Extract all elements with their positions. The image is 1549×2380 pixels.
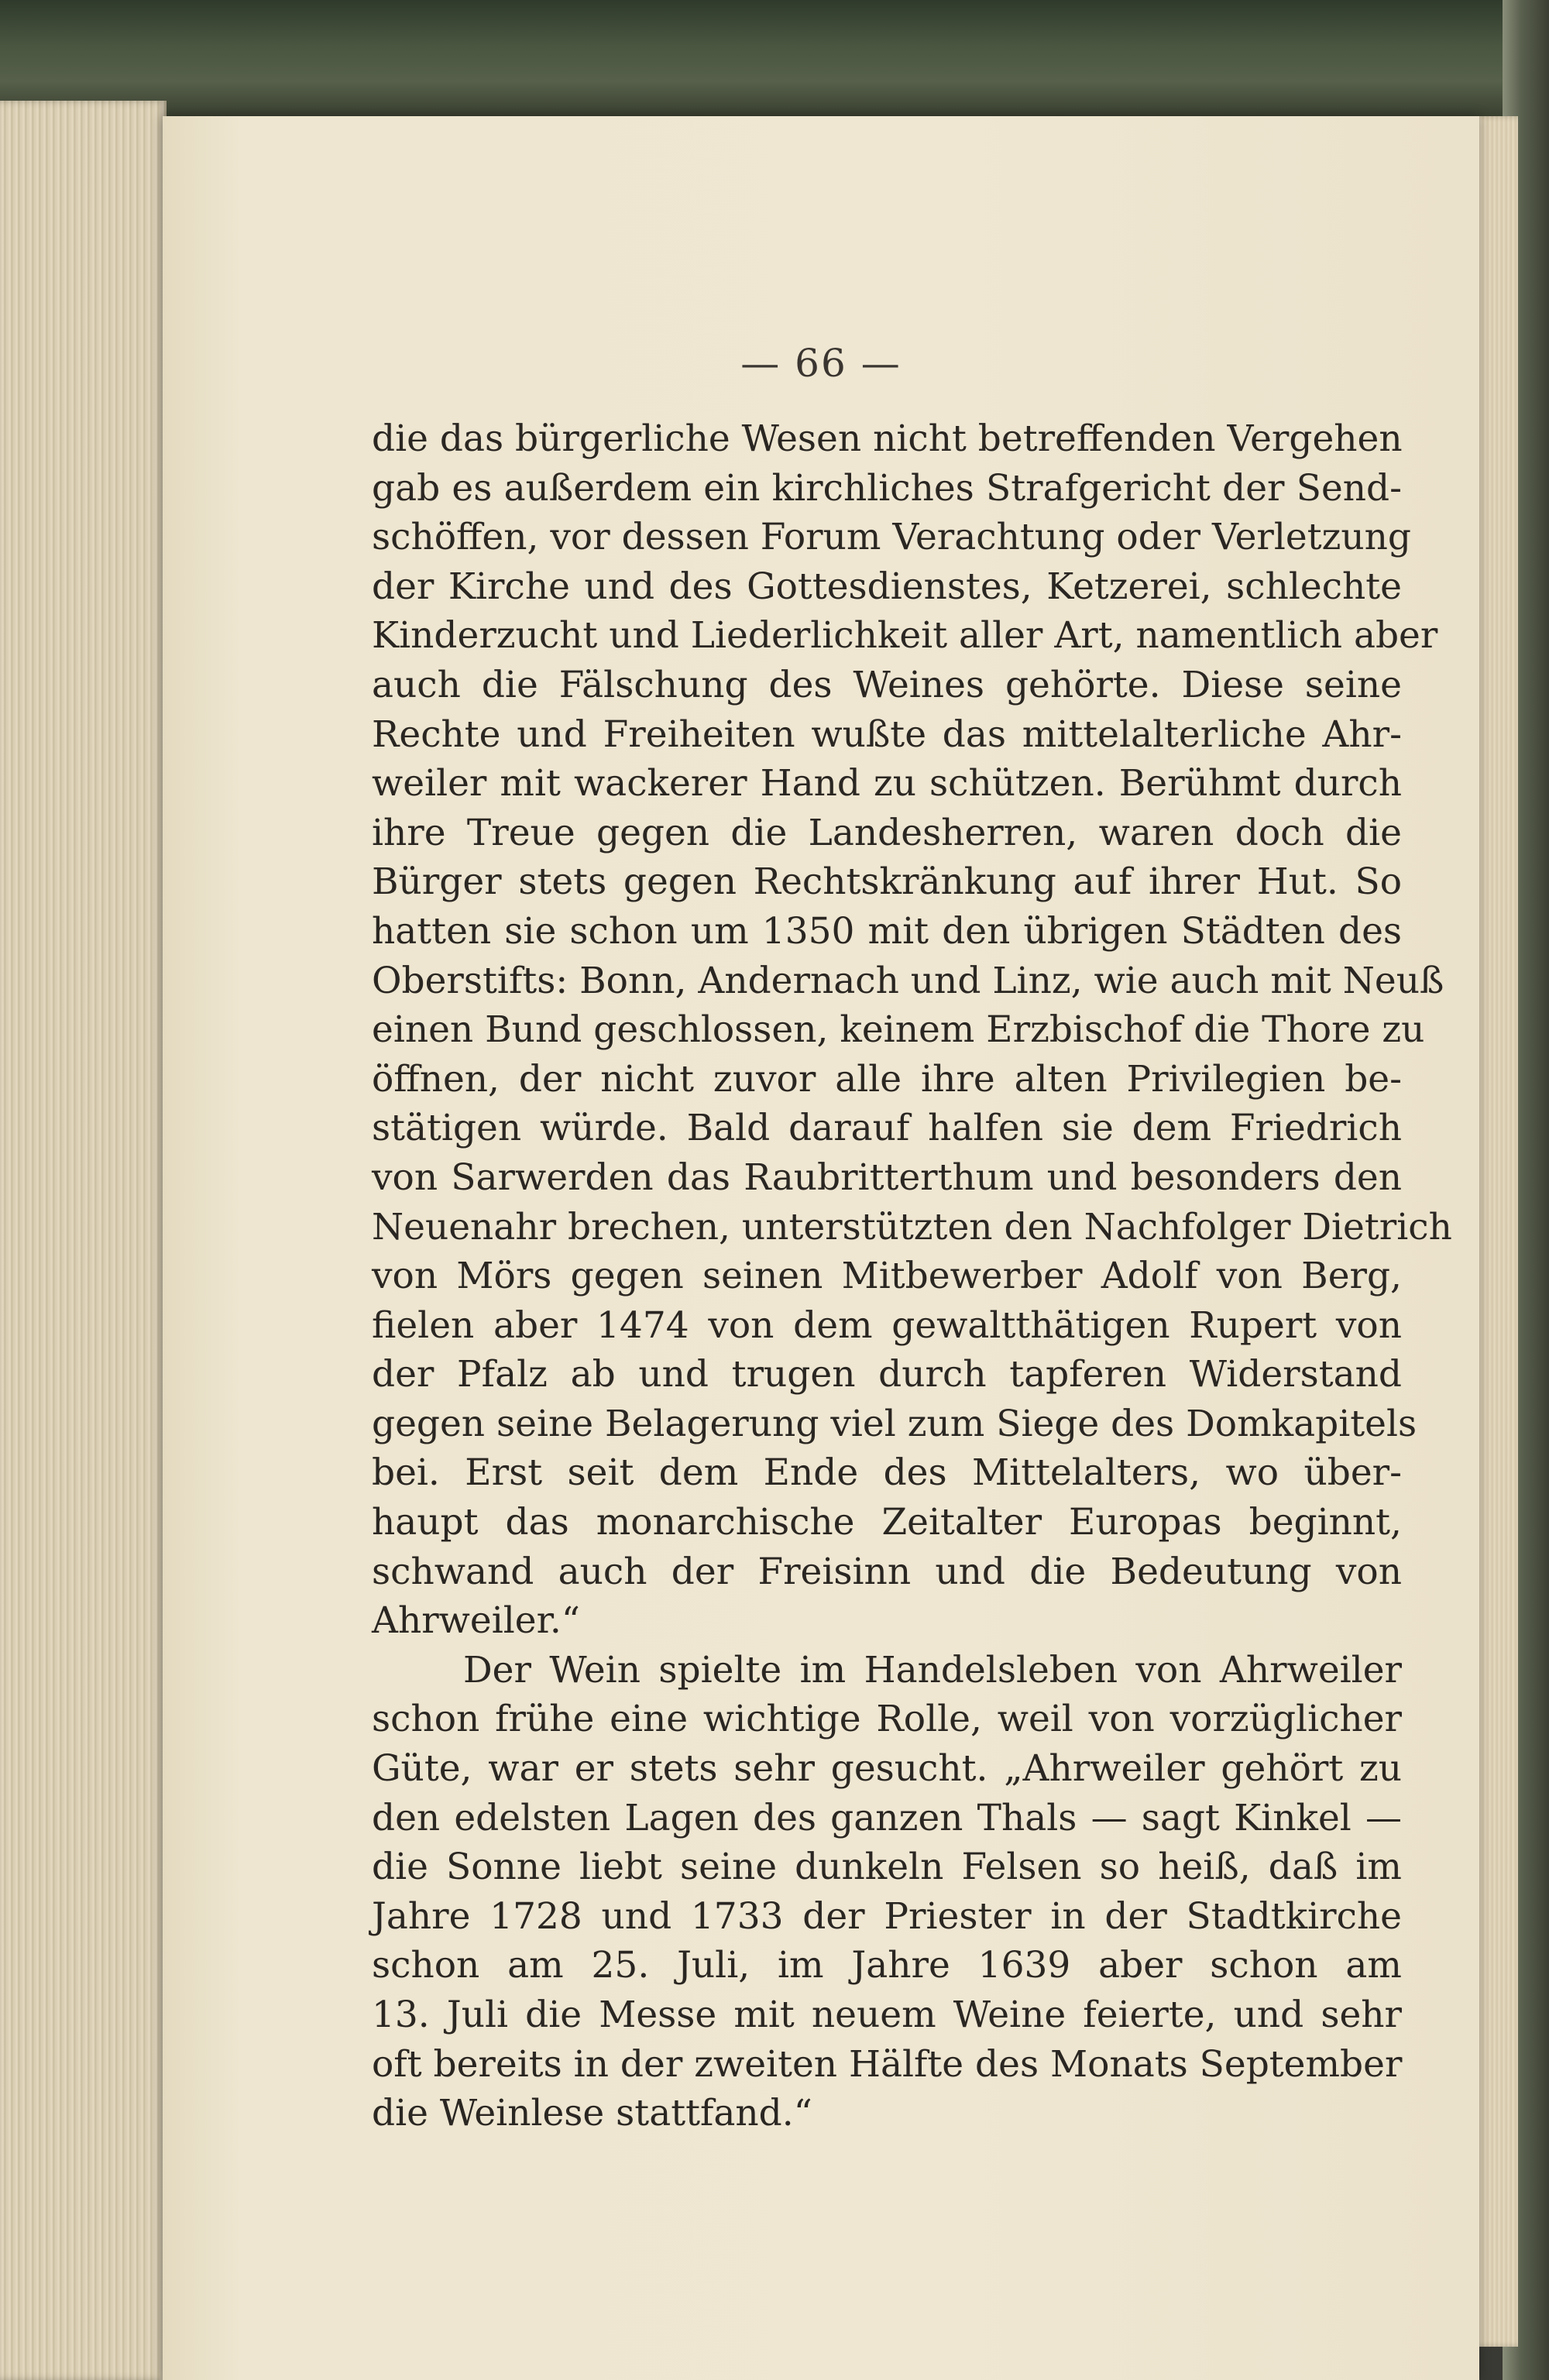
text-line: den edelsten Lagen des ganzen Thals — sagt Kinkel — — [372, 1796, 1402, 1839]
text-line: fielen aber 1474 von dem gewaltthätigen Rupert von — [372, 1303, 1402, 1347]
text-line: Rechte und Freiheiten wußte das mittelalterliche Ahr- — [372, 713, 1402, 756]
text-line: schon am 25. Juli, im Jahre 1639 aber schon am — [372, 1944, 1402, 1987]
text-line: Bürger stets gegen Rechtskränkung auf ihrer Hut. So — [372, 860, 1402, 904]
text-line: Der Wein spielte im Handelsleben von Ahrweiler — [463, 1648, 1402, 1691]
text-line: stätigen würde. Bald darauf halfen sie dem Friedrich — [372, 1107, 1402, 1150]
text-line: die Weinlese stattfand.“ — [372, 2092, 812, 2135]
text-line: einen Bund geschlossen, keinem Erzbischof die Thore zu — [372, 1008, 1425, 1052]
text-line: die das bürgerliche Wesen nicht betreffenden Vergehen — [372, 417, 1403, 460]
text-line: haupt das monarchische Zeitalter Europas beginnt, — [372, 1501, 1402, 1544]
text-line: weiler mit wackerer Hand zu schützen. Berühmt durch — [372, 762, 1402, 805]
text-line: bei. Erst seit dem Ende des Mittelalters, wo über- — [372, 1451, 1402, 1495]
book-page — [163, 116, 1479, 2380]
page-number: — 66 — — [740, 341, 902, 386]
text-line: oft bereits in der zweiten Hälfte des Monats September — [372, 2042, 1403, 2086]
text-line: der Pfalz ab und trugen durch tapferen Widerstand — [372, 1353, 1402, 1396]
body-text — [372, 414, 1452, 2138]
text-line: hatten sie schon um 1350 mit den übrigen Städten des — [372, 909, 1402, 953]
text-line: Neuenahr brechen, unterstützten den Nachfolger Dietrich — [372, 1205, 1452, 1248]
book-cover-top — [0, 0, 1549, 116]
text-line: gegen seine Belagerung viel zum Siege des Domkapitels — [372, 1402, 1417, 1445]
page-stack-left — [0, 101, 167, 2380]
text-line: Kinderzucht und Liederlichkeit aller Art, namentlich aber — [372, 614, 1438, 658]
text-line: Jahre 1728 und 1733 der Priester in der Stadtkirche — [372, 1894, 1402, 1938]
text-line: schöffen, vor dessen Forum Verachtung oder Verletzung — [372, 516, 1411, 559]
text-line: Ahrweiler.“ — [372, 1599, 580, 1643]
paragraph — [372, 414, 1452, 1646]
paragraph — [372, 1646, 1402, 2138]
text-line: die Sonne liebt seine dunkeln Felsen so heiß, daß im — [372, 1846, 1402, 1889]
text-line: auch die Fälschung des Weines gehörte. Diese seine — [372, 663, 1402, 706]
text-line: Güte, war er stets sehr gesucht. „Ahrweiler gehört zu — [372, 1747, 1402, 1791]
text-line: ihre Treue gegen die Landesherren, waren doch die — [372, 811, 1402, 854]
text-line: gab es außerdem ein kirchliches Strafgericht der Send- — [372, 466, 1402, 510]
text-line: von Mörs gegen seinen Mitbewerber Adolf von Berg, — [372, 1255, 1402, 1298]
text-line: 13. Juli die Messe mit neuem Weine feierte, und sehr — [372, 1994, 1402, 2036]
text-line: schwand auch der Freisinn und die Bedeutung von — [372, 1550, 1402, 1593]
text-line: Oberstifts: Bonn, Andernach und Linz, wie auch mit Neuß — [372, 959, 1444, 1002]
text-line: schon frühe eine wichtige Rolle, weil von vorzüglicher — [372, 1698, 1402, 1741]
text-line: öffnen, der nicht zuvor alle ihre alten Privilegien be- — [372, 1057, 1402, 1101]
text-line: von Sarwerden das Raubritterthum und besonders den — [372, 1156, 1402, 1199]
text-line: der Kirche und des Gottesdienstes, Ketzerei, schlechte — [372, 565, 1402, 608]
